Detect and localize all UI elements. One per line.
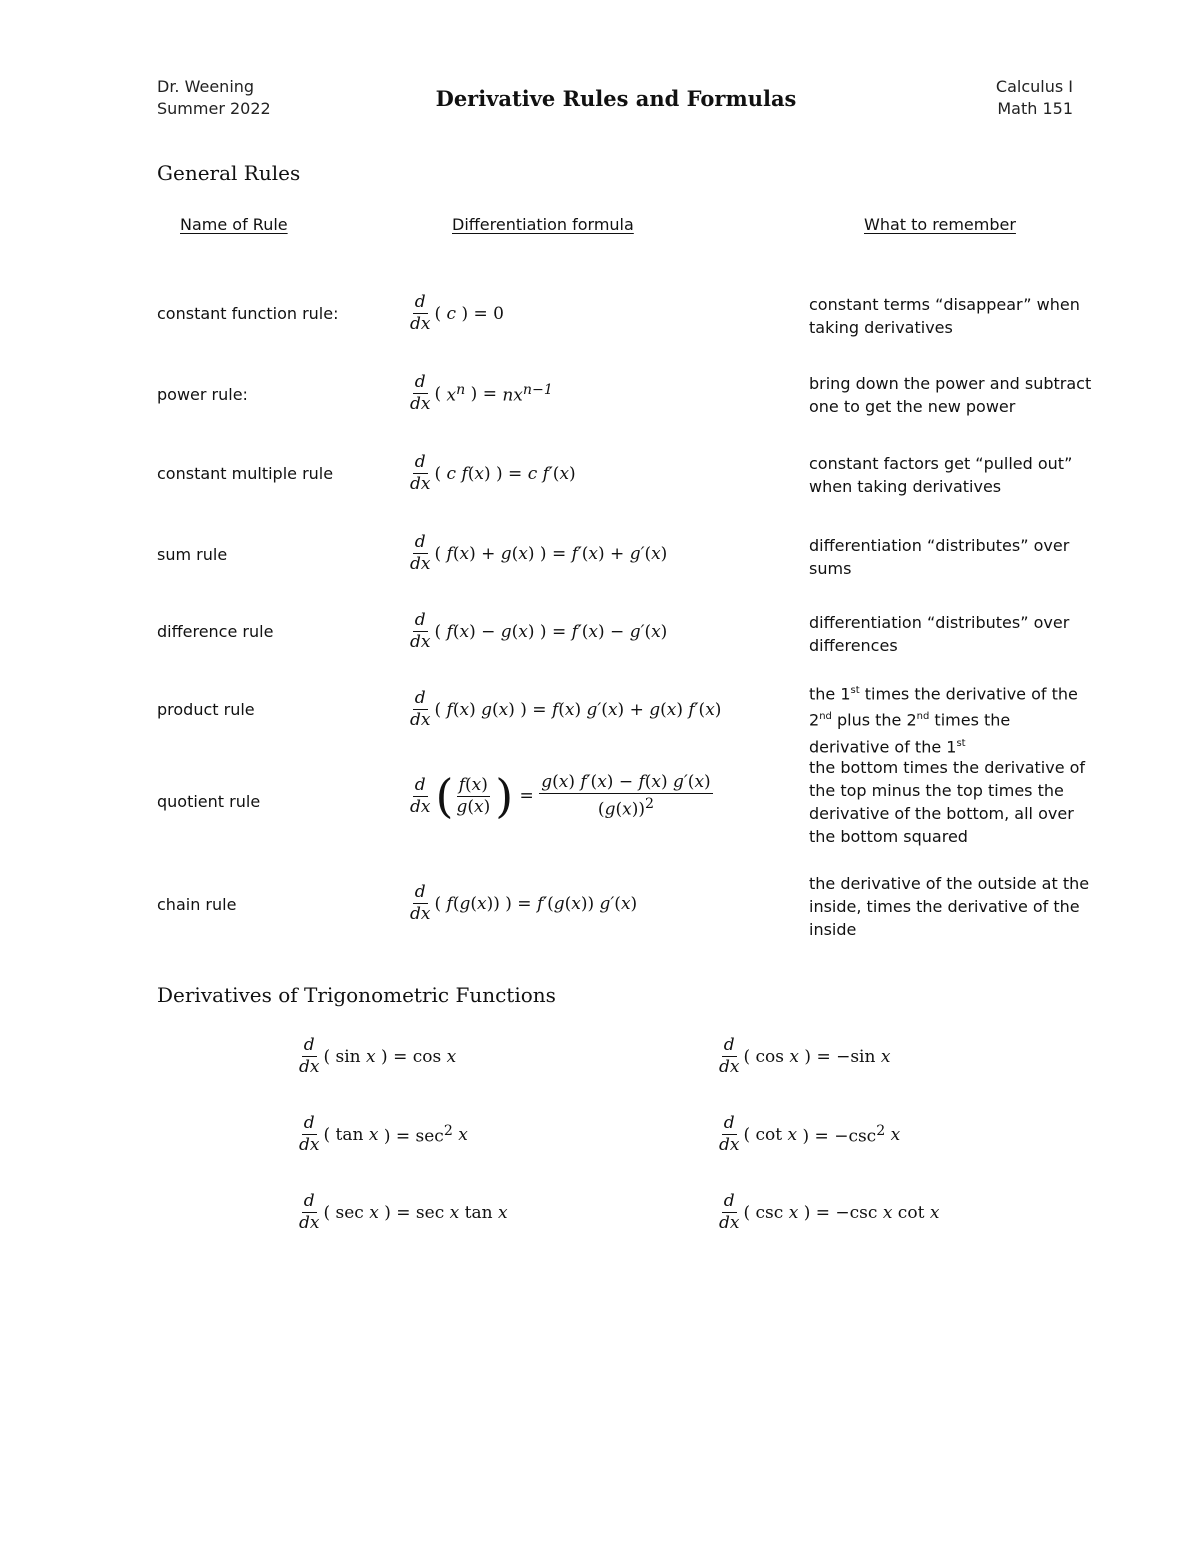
header-right bbox=[996, 76, 1073, 120]
trig-formula-cot: $\frac{d}{dx}$ ( cot x ) = $-\csc^2$ x bbox=[719, 1113, 901, 1155]
note-product: the 1st times the derivative of the 2nd plus the 2nd times the derivative of the 1st bbox=[809, 684, 1078, 756]
formula-chain: $\frac{d}{dx}$ ( f ( g ( x )) ) = f′ ( g ( x )) g′ ( x ) bbox=[410, 882, 638, 924]
course-name: Calculus I bbox=[995, 77, 1073, 96]
note-chain: the derivative of the outside at the inside, times the derivative of the inside bbox=[809, 874, 1090, 939]
formula-constant-function: $\frac{d}{dx}$ ( c ) = 0 bbox=[410, 292, 504, 334]
rule-name-constant-function: constant function rule: bbox=[157, 304, 339, 323]
formula-constant-multiple: $\frac{d}{dx}$ ( c f ( x ) ) = c f′ ( x ) bbox=[410, 452, 576, 494]
column-header-remember: What to remember bbox=[864, 215, 1016, 234]
note-power: bring down the power and subtract one to get the new power bbox=[809, 374, 1092, 416]
trig-formula-sin: $\frac{d}{dx}$ ( sin x ) = cos x bbox=[299, 1035, 457, 1077]
note-difference: differentiation “distributes” over differences bbox=[809, 613, 1070, 655]
note-quotient: the bottom times the derivative of the top minus the top times the derivative of the bottom, all over the bottom squared bbox=[809, 758, 1086, 846]
note-constant-multiple: constant factors get “pulled out” when taking derivatives bbox=[809, 454, 1073, 496]
column-header-name: Name of Rule bbox=[180, 215, 288, 234]
column-header-formula: Differentiation formula bbox=[452, 215, 634, 234]
trig-formula-cos: $\frac{d}{dx}$ ( cos x ) = −sin x bbox=[719, 1035, 891, 1077]
formula-power: $\frac{d}{dx}$ ( $x^n$ ) = $nx^{n-1}$ bbox=[410, 372, 553, 414]
page-title: Derivative Rules and Formulas bbox=[435, 86, 797, 111]
formula-quotient: $\frac{d}{dx}$ ( $\frac{f(x)}{g(x)}$ ) = $\frac{g(x) f'(x) - f(x) g'(x)}{(g(x))^2}$ bbox=[410, 769, 711, 824]
formula-difference: $\frac{d}{dx}$ ( f ( x ) − g ( x ) ) = f′ ( x ) − g′ ( x ) bbox=[410, 610, 668, 652]
trig-formula-csc: $\frac{d}{dx}$ ( csc x ) = −csc x cot x bbox=[719, 1191, 940, 1233]
trig-formula-sec: $\frac{d}{dx}$ ( sec x ) = sec x tan x bbox=[299, 1191, 508, 1233]
author: Dr. Weening bbox=[157, 77, 255, 96]
note-sum: differentiation “distributes” over sums bbox=[809, 536, 1070, 578]
rule-name-chain: chain rule bbox=[157, 895, 237, 914]
rule-name-product: product rule bbox=[157, 700, 255, 719]
course-number: Math 151 bbox=[997, 99, 1073, 118]
section-heading-trig: Derivatives of Trigonometric Functions bbox=[157, 983, 556, 1007]
note-constant-function: constant terms “disappear” when taking derivatives bbox=[809, 295, 1080, 337]
rule-name-quotient: quotient rule bbox=[157, 792, 261, 811]
trig-formula-tan: $\frac{d}{dx}$ ( tan x ) = $\sec^2$ x bbox=[299, 1113, 468, 1155]
rule-name-constant-multiple: constant multiple rule bbox=[157, 464, 334, 483]
term: Summer 2022 bbox=[157, 99, 271, 118]
rule-name-sum: sum rule bbox=[157, 545, 228, 564]
rule-name-difference: difference rule bbox=[157, 622, 274, 641]
rule-name-power: power rule: bbox=[157, 385, 248, 404]
section-heading-general-rules: General Rules bbox=[157, 161, 301, 185]
formula-product: $\frac{d}{dx}$ ( f ( x ) g ( x ) ) = f ( x ) g′ ( x ) + g ( x ) f′ ( x ) bbox=[410, 688, 722, 730]
formula-sum: $\frac{d}{dx}$ ( f ( x ) + g ( x ) ) = f′ ( x ) + g′ ( x ) bbox=[410, 532, 668, 574]
